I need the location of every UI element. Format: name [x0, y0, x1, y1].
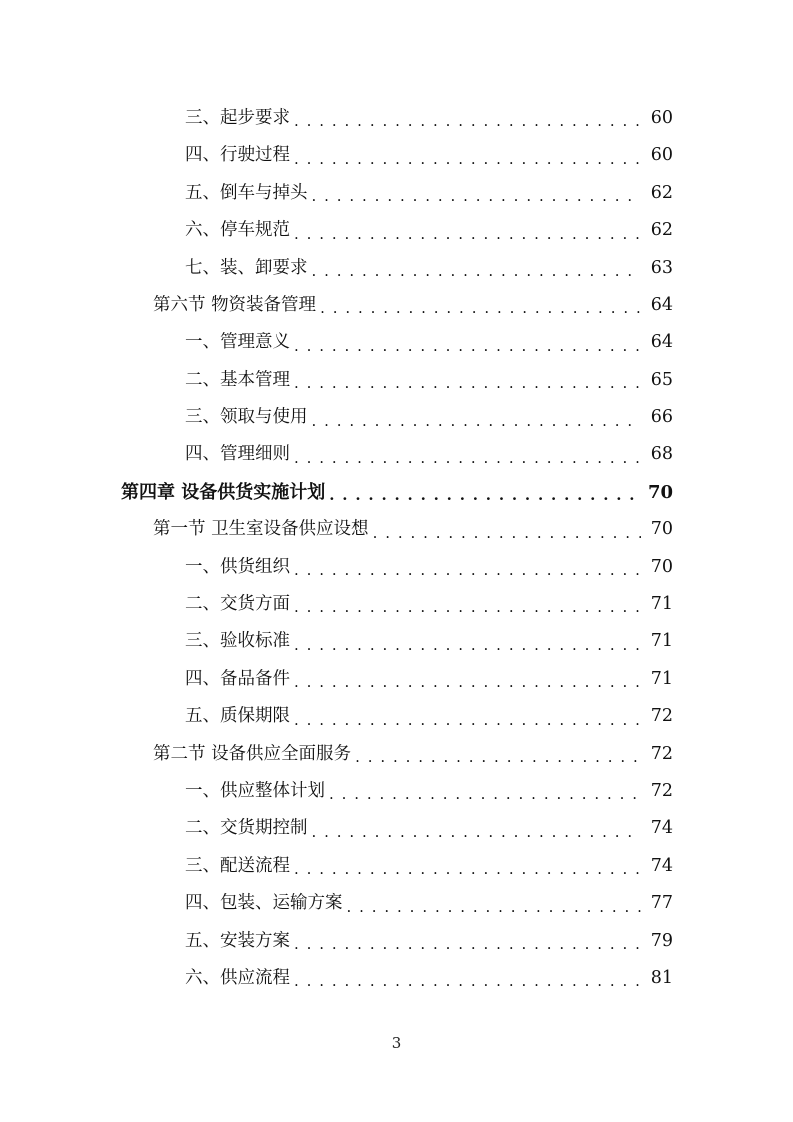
toc-entry[interactable] — [185, 885, 673, 922]
dot-leader — [294, 623, 641, 660]
toc-entry-label: 三、配送流程 — [185, 858, 294, 876]
toc-entry-label: 七、装、卸要求 — [185, 260, 312, 278]
toc-entry[interactable] — [185, 661, 673, 698]
toc-entry-page: 71 — [641, 596, 673, 614]
toc-entry[interactable] — [185, 698, 673, 735]
toc-entry-page: 74 — [641, 858, 673, 876]
toc-entry[interactable] — [185, 250, 673, 287]
toc-entry-page: 70 — [641, 521, 673, 539]
dot-leader — [294, 362, 641, 399]
toc-entry-label: 六、供应流程 — [185, 970, 294, 988]
dot-leader — [294, 212, 641, 249]
toc-entry[interactable] — [185, 399, 673, 436]
toc-entry[interactable] — [185, 100, 673, 137]
toc-section-entry[interactable] — [153, 287, 673, 324]
toc-entry-page: 62 — [641, 222, 673, 240]
toc-entry[interactable] — [185, 810, 673, 847]
dot-leader — [294, 324, 641, 361]
toc-entry-label: 第四章 设备供货实施计划 — [121, 484, 329, 502]
dot-leader — [294, 960, 641, 997]
dot-leader — [312, 399, 642, 436]
toc-entry-label: 一、供货组织 — [185, 559, 294, 577]
toc-entry-page: 72 — [641, 783, 673, 801]
toc-entry-page: 77 — [641, 895, 673, 913]
toc-entry[interactable] — [185, 586, 673, 623]
dot-leader — [294, 100, 641, 137]
dot-leader — [294, 848, 641, 885]
toc-entry-page: 63 — [641, 260, 673, 278]
toc-entry-label: 三、验收标准 — [185, 633, 294, 651]
toc-entry[interactable] — [185, 773, 673, 810]
toc-entry[interactable] — [185, 923, 673, 960]
toc-entry-label: 四、管理细则 — [185, 446, 294, 464]
toc-entry-page: 68 — [641, 446, 673, 464]
toc-entry-label: 第六节 物资装备管理 — [153, 297, 320, 315]
toc-entry-page: 71 — [641, 671, 673, 689]
toc-entry[interactable] — [185, 437, 673, 474]
dot-leader — [294, 698, 641, 735]
dot-leader — [320, 287, 641, 324]
toc-entry[interactable] — [185, 137, 673, 174]
toc-entry-page: 64 — [641, 334, 673, 352]
toc-entry-label: 五、质保期限 — [185, 708, 294, 726]
toc-entry-label: 四、备品备件 — [185, 671, 294, 689]
toc-entry-page: 74 — [641, 820, 673, 838]
toc-entry[interactable] — [185, 623, 673, 660]
toc-entry-label: 一、供应整体计划 — [185, 783, 329, 801]
toc-entry[interactable] — [185, 960, 673, 997]
dot-leader — [294, 923, 641, 960]
toc-entry-page: 71 — [641, 633, 673, 651]
toc-entry-label: 第二节 设备供应全面服务 — [153, 746, 355, 764]
toc-entry-page: 62 — [641, 185, 673, 203]
toc-entry-page: 79 — [641, 933, 673, 951]
toc-entry[interactable] — [185, 324, 673, 361]
dot-leader — [294, 137, 641, 174]
dot-leader — [355, 736, 641, 773]
dot-leader — [373, 511, 641, 548]
toc-entry-page: 70 — [641, 559, 673, 577]
dot-leader — [294, 549, 641, 586]
dot-leader — [329, 773, 641, 810]
toc-chapter-entry[interactable] — [121, 474, 673, 511]
toc-entry-label: 四、行驶过程 — [185, 147, 294, 165]
toc-entry[interactable] — [185, 362, 673, 399]
toc-entry-page: 60 — [641, 147, 673, 165]
toc-entry-label: 二、基本管理 — [185, 372, 294, 390]
toc-entry-label: 五、安装方案 — [185, 933, 294, 951]
toc-entry-label: 三、领取与使用 — [185, 409, 312, 427]
toc-entry-page: 72 — [641, 746, 673, 764]
toc-entry-page: 81 — [641, 970, 673, 988]
table-of-contents — [0, 100, 793, 997]
toc-entry-label: 一、管理意义 — [185, 334, 294, 352]
dot-leader — [312, 810, 642, 847]
toc-entry-label: 三、起步要求 — [185, 110, 294, 128]
page-number: 3 — [391, 1034, 402, 1052]
toc-entry-label: 二、交货方面 — [185, 596, 294, 614]
toc-entry-label: 六、停车规范 — [185, 222, 294, 240]
toc-entry-label: 第一节 卫生室设备供应设想 — [153, 521, 373, 539]
toc-entry[interactable] — [185, 549, 673, 586]
toc-entry-label: 二、交货期控制 — [185, 820, 312, 838]
toc-entry-page: 60 — [641, 110, 673, 128]
dot-leader — [312, 175, 642, 212]
toc-entry-page: 65 — [641, 372, 673, 390]
toc-section-entry[interactable] — [153, 511, 673, 548]
toc-entry[interactable] — [185, 848, 673, 885]
dot-leader — [294, 437, 641, 474]
toc-entry-page: 66 — [641, 409, 673, 427]
toc-entry-page: 70 — [640, 484, 673, 502]
dot-leader — [294, 586, 641, 623]
toc-entry[interactable] — [185, 175, 673, 212]
dot-leader — [329, 474, 640, 511]
dot-leader — [347, 885, 642, 922]
toc-entry-label: 五、倒车与掉头 — [185, 185, 312, 203]
dot-leader — [312, 250, 642, 287]
toc-section-entry[interactable] — [153, 736, 673, 773]
toc-entry-label: 四、包装、运输方案 — [185, 895, 347, 913]
toc-entry[interactable] — [185, 212, 673, 249]
dot-leader — [294, 661, 641, 698]
toc-entry-page: 64 — [641, 297, 673, 315]
toc-entry-page: 72 — [641, 708, 673, 726]
